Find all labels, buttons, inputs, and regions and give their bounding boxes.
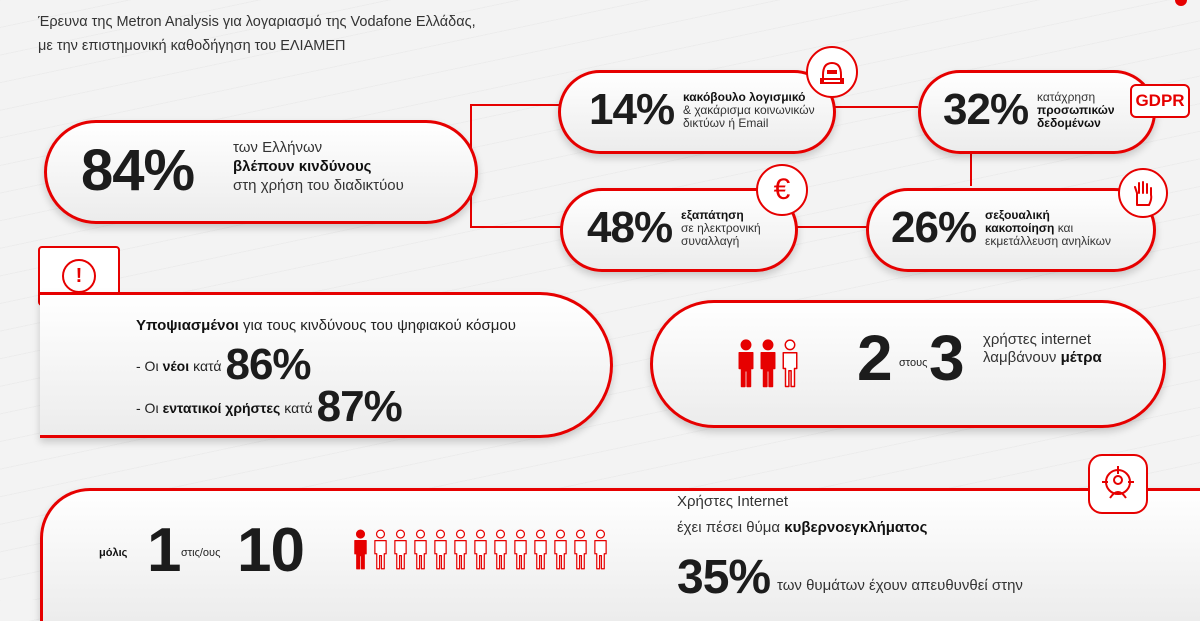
connector-bottom-mid — [790, 226, 868, 228]
heavy-bold: εντατικοί χρήστες — [162, 400, 281, 416]
victims-between: στις/ους — [181, 547, 221, 559]
risk-data-bold1: προσωπικών — [1037, 103, 1115, 117]
hacker-icon — [806, 46, 858, 98]
connector-right-vertical — [970, 150, 972, 186]
risk-abuse-bold2: κακοποίηση — [985, 221, 1055, 235]
risk-abuse-rest1: και — [1057, 221, 1074, 235]
young-suffix: κατά — [193, 358, 222, 374]
protection-line2-bold: μέτρα — [1060, 349, 1102, 366]
victims-right-line1: Χρήστες Internet — [677, 493, 789, 510]
connector-top-left — [470, 104, 560, 106]
risk-card-data-misuse — [918, 70, 1156, 154]
person-icon-outline — [433, 529, 448, 576]
raised-hand-icon — [1118, 168, 1168, 218]
risk-data-percent: 32% — [943, 85, 1029, 134]
protection-card — [650, 300, 1166, 428]
person-icon-filled — [759, 339, 777, 394]
risk-fraud-line2: συναλλαγή — [681, 234, 740, 248]
heavy-percent: 87% — [316, 382, 402, 431]
person-icon-outline — [513, 529, 528, 576]
risk-card-malware — [558, 70, 836, 154]
warning-icon-glyph: ! — [62, 259, 96, 293]
person-icon-filled — [353, 529, 368, 576]
euro-icon: € — [756, 164, 808, 216]
person-icon-outline — [553, 529, 568, 576]
protection-between: στους — [899, 357, 928, 369]
risk-data-bold2: δεδομένων — [1037, 116, 1101, 130]
young-bold: νέοι — [162, 358, 190, 374]
suspicious-title-rest: για τους κινδύνους του ψηφιακού κόσμου — [242, 317, 516, 334]
person-icon-outline — [493, 529, 508, 576]
main-stat-percent: 84% — [81, 138, 195, 203]
heavy-prefix: - Οι — [136, 400, 159, 416]
victims-percent-text: των θυμάτων έχουν απευθυνθεί στην — [777, 577, 1023, 594]
main-stat-card — [44, 120, 478, 224]
protection-num2: 3 — [929, 322, 964, 394]
risk-fraud-line1: σε ηλεκτρονική — [681, 221, 761, 235]
main-stat-line3: στη χρήση του διαδικτύου — [233, 177, 404, 194]
risk-fraud-percent: 48% — [587, 203, 673, 252]
risk-malware-line1: & χακάρισμα κοινωνικών — [683, 103, 815, 117]
person-icon-outline — [473, 529, 488, 576]
risk-abuse-percent: 26% — [891, 203, 977, 252]
risk-malware-line2: δικτύων ή Email — [683, 116, 769, 130]
person-icon-outline — [373, 529, 388, 576]
connector-bottom-left — [470, 226, 565, 228]
person-icon-outline — [413, 529, 428, 576]
suspicious-title-bold: Υποψιασμένοι — [136, 317, 239, 334]
main-stat-line1: των Ελλήνων — [233, 139, 323, 156]
person-icon-outline — [393, 529, 408, 576]
risk-malware-percent: 14% — [589, 85, 675, 134]
victims-num1: 1 — [147, 516, 181, 585]
person-icon-outline — [781, 339, 799, 394]
young-percent: 86% — [225, 340, 311, 389]
risk-data-line1: κατάχρηση — [1037, 90, 1096, 104]
target-person-icon — [1088, 454, 1148, 514]
victims-right-line2: έχει πέσει θύμα — [677, 519, 781, 536]
person-icon-outline — [593, 529, 608, 576]
victims-people-row — [353, 529, 613, 576]
person-icon-outline — [573, 529, 588, 576]
victims-card — [40, 488, 1200, 621]
person-icon-outline — [453, 529, 468, 576]
person-icon-filled — [737, 339, 755, 394]
victims-num2: 10 — [237, 516, 304, 585]
victims-percent: 35% — [677, 551, 771, 604]
connector-top-mid — [830, 106, 918, 108]
risk-card-abuse — [866, 188, 1156, 272]
risk-abuse-line2: εκμετάλλευση ανηλίκων — [985, 234, 1111, 248]
header-line-2: με την επιστημονική καθοδήγηση του ΕΛΙΑΜΕΠ — [38, 38, 346, 54]
risk-fraud-bold: εξαπάτηση — [681, 208, 744, 222]
protection-line2: λαμβάνουν — [983, 349, 1057, 366]
heavy-suffix: κατά — [284, 400, 313, 416]
victims-right-line2-bold: κυβερνοεγκλήματος — [784, 519, 928, 536]
suspicious-card — [40, 292, 613, 438]
victims-prefix: μόλις — [99, 547, 128, 559]
risk-malware-bold: κακόβουλο λογισμικό — [683, 90, 806, 104]
main-stat-line2: βλέπουν κινδύνους — [233, 158, 372, 175]
corner-logo-dot — [1175, 0, 1187, 6]
protection-people-row — [737, 339, 803, 394]
gdpr-icon: GDPR — [1130, 84, 1190, 118]
protection-line1: χρήστες internet — [983, 331, 1092, 348]
young-prefix: - Οι — [136, 358, 159, 374]
risk-abuse-bold1: σεξουαλική — [985, 208, 1050, 222]
person-icon-outline — [533, 529, 548, 576]
protection-num1: 2 — [857, 322, 892, 394]
header-line-1: Έρευνα της Metron Analysis για λογαριασμό της Vodafone Ελλάδας, — [38, 14, 476, 30]
